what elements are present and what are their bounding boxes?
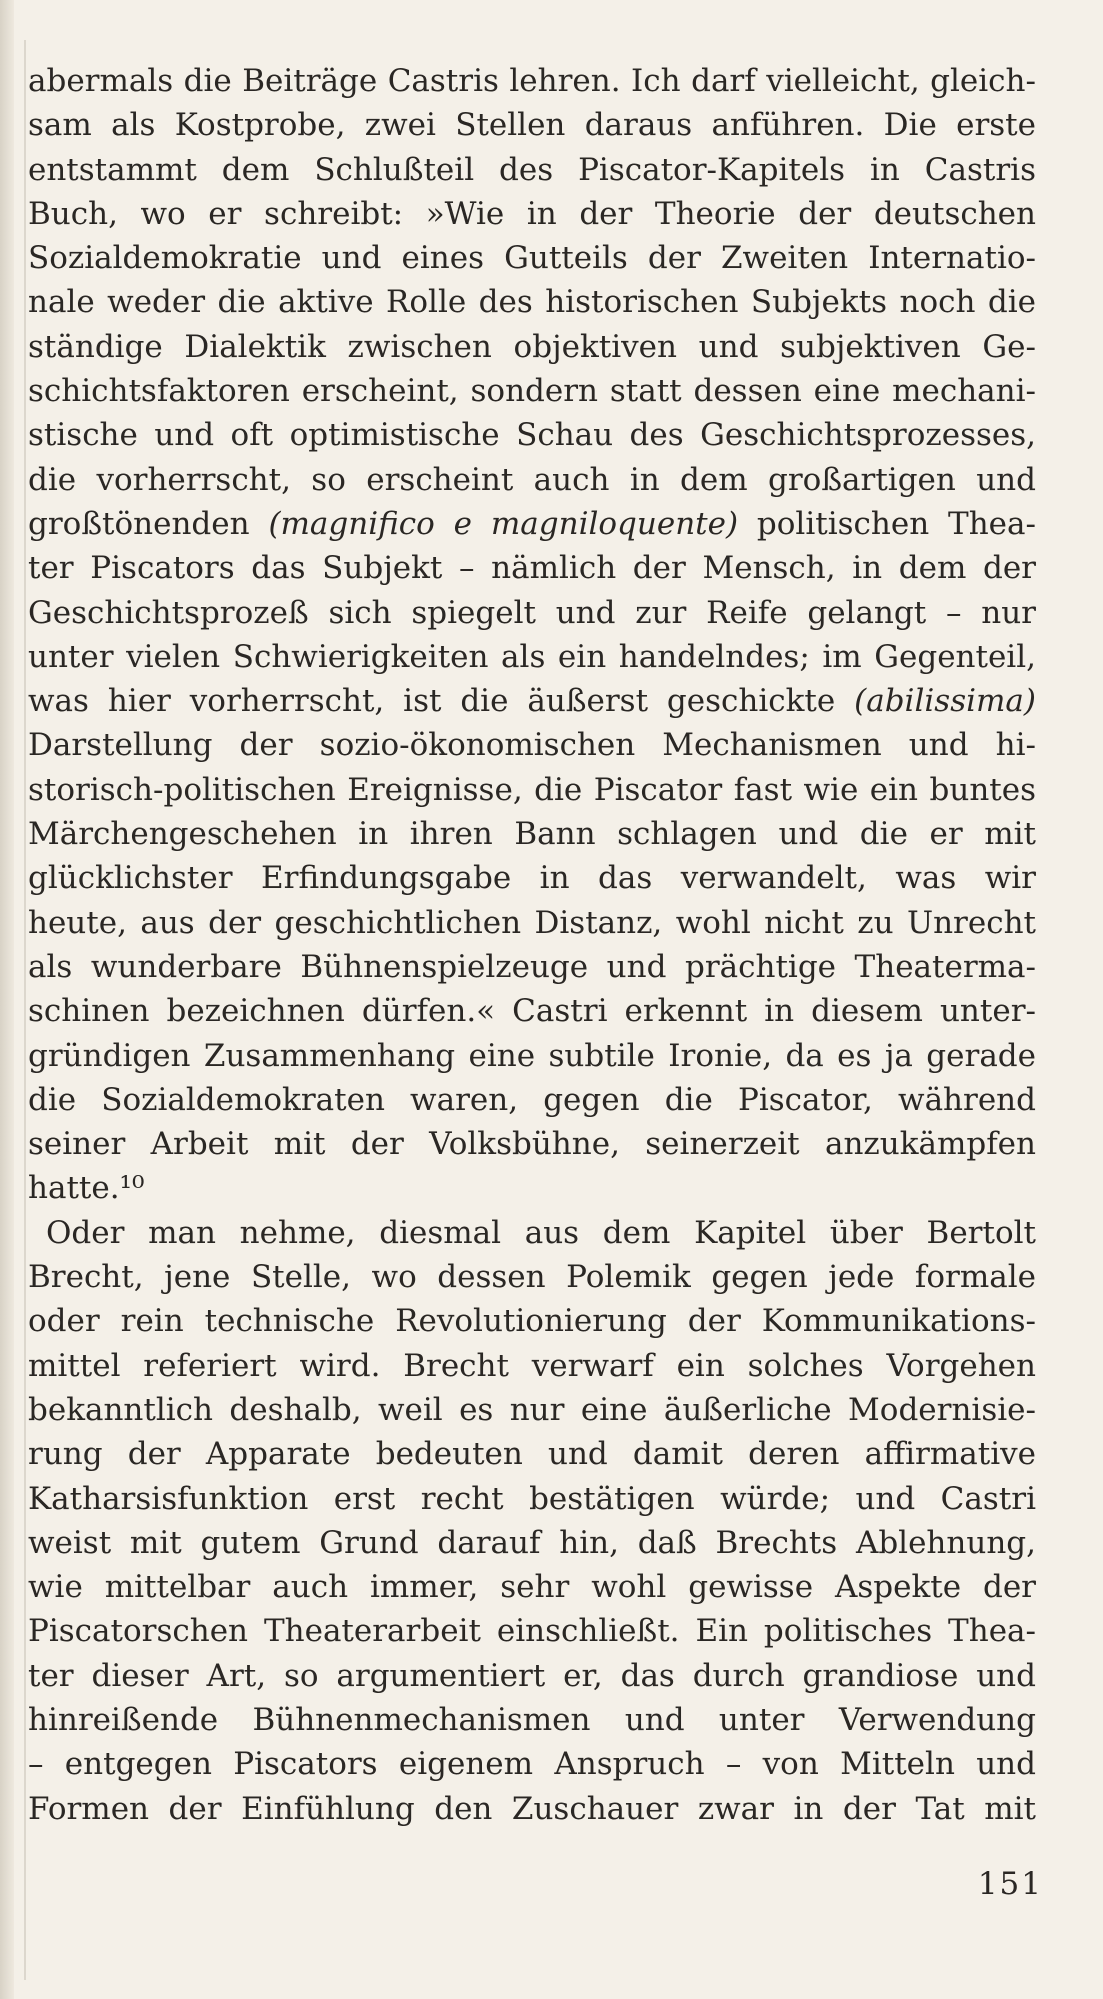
text-line: was hier vorherrscht, ist die äußerst geschickte (abilissima): [28, 683, 1036, 720]
text-line: glücklichster Erfindungsgabe in das verwandelt, was wir: [28, 860, 1036, 897]
text-line: Sozialdemokratie und eines Gutteils der Zweiten Internatio-: [28, 240, 1036, 277]
text-line: die vorherrscht, so erscheint auch in dem großartigen und: [28, 461, 1036, 498]
text-line: gründigen Zusammenhang eine subtile Ironie, da es ja gerade: [28, 1037, 1036, 1074]
text-line: stische und oft optimistische Schau des Geschichtsprozesses,: [28, 417, 1036, 454]
text-line: rung der Apparate bedeuten und damit deren affirmative: [28, 1436, 1036, 1473]
text-line: sam als Kostprobe, zwei Stellen daraus anführen. Die erste: [28, 107, 1036, 144]
text-line: schinen bezeichnen dürfen.« Castri erkennt in diesem unter-: [28, 993, 1036, 1030]
text-line: Piscatorschen Theaterarbeit einschließt. Ein politisches Thea-: [28, 1613, 1036, 1650]
text-line: ständige Dialektik zwischen objektiven und subjektiven Ge-: [28, 328, 1036, 365]
text-line: bekanntlich deshalb, weil es nur eine äußerliche Modernisie-: [28, 1391, 1036, 1428]
text-line: Darstellung der sozio-ökonomischen Mechanismen und hi-: [28, 727, 1036, 764]
text-line: Brecht, jene Stelle, wo dessen Polemik gegen jede formale: [28, 1259, 1036, 1296]
text-line: Märchengeschehen in ihren Bann schlagen und die er mit: [28, 816, 1036, 853]
gutter-line: [24, 40, 26, 1980]
text-line: – entgegen Piscators eigenem Anspruch – von Mitteln und: [28, 1746, 1036, 1783]
text-line: wie mittelbar auch immer, sehr wohl gewisse Aspekte der: [28, 1569, 1036, 1606]
text-line: unter vielen Schwierigkeiten als ein handelndes; im Gegenteil,: [28, 638, 1036, 675]
text-line: hinreißende Bühnenmechanismen und unter Verwendung: [28, 1701, 1036, 1738]
paragraph-end-line: hatte.¹⁰: [28, 1170, 145, 1207]
text-line: oder rein technische Revolutionierung der Kommunikations-: [28, 1303, 1036, 1340]
text-line: die Sozialdemokraten waren, gegen die Piscator, während: [28, 1081, 1036, 1118]
text-line: Formen der Einfühlung den Zuschauer zwar in der Tat mit: [28, 1790, 1036, 1827]
body-text: [28, 59, 1036, 1831]
page-number: 151: [977, 1866, 1043, 1902]
text-line: mittel referiert wird. Brecht verwarf ein solches Vorgehen: [28, 1347, 1036, 1384]
paragraph-start-line: Oder man nehme, diesmal aus dem Kapitel über Bertolt: [46, 1214, 1036, 1251]
text-line: storisch-politischen Ereignisse, die Piscator fast wie ein buntes: [28, 771, 1036, 808]
italic-quote: (abilissima): [854, 683, 1036, 720]
text-line: ter dieser Art, so argumentiert er, das durch grandiose und: [28, 1657, 1036, 1694]
text-line: heute, aus der geschichtlichen Distanz, wohl nicht zu Unrecht: [28, 904, 1036, 941]
text-line: Geschichtsprozeß sich spiegelt und zur Reife gelangt – nur: [28, 594, 1036, 631]
page-binding-edge: [0, 0, 14, 1999]
text-line: seiner Arbeit mit der Volksbühne, seinerzeit anzukämpfen: [28, 1126, 1036, 1163]
italic-quote: (magnifico e magniloquente): [268, 505, 739, 542]
text-line: schichtsfaktoren erscheint, sondern statt dessen eine mechani-: [28, 373, 1036, 410]
text-line: abermals die Beiträge Castris lehren. Ich darf vielleicht, gleich-: [28, 63, 1036, 99]
text-line: ter Piscators das Subjekt – nämlich der Mensch, in dem der: [28, 550, 1036, 587]
text-line: weist mit gutem Grund darauf hin, daß Brechts Ablehnung,: [28, 1524, 1036, 1561]
text-line: als wunderbare Bühnenspielzeuge und prächtige Theaterma-: [28, 948, 1036, 985]
text-line: nale weder die aktive Rolle des historischen Subjekts noch die: [28, 284, 1036, 321]
text-line: entstammt dem Schlußteil des Piscator-Kapitels in Castris: [28, 151, 1036, 188]
text-line: großtönenden (magnifico e magniloquente) politischen Thea-: [28, 505, 1036, 542]
text-line: Buch, wo er schreibt: »Wie in der Theorie der deutschen: [28, 195, 1036, 232]
text-line: Katharsisfunktion erst recht bestätigen würde; und Castri: [28, 1480, 1036, 1517]
